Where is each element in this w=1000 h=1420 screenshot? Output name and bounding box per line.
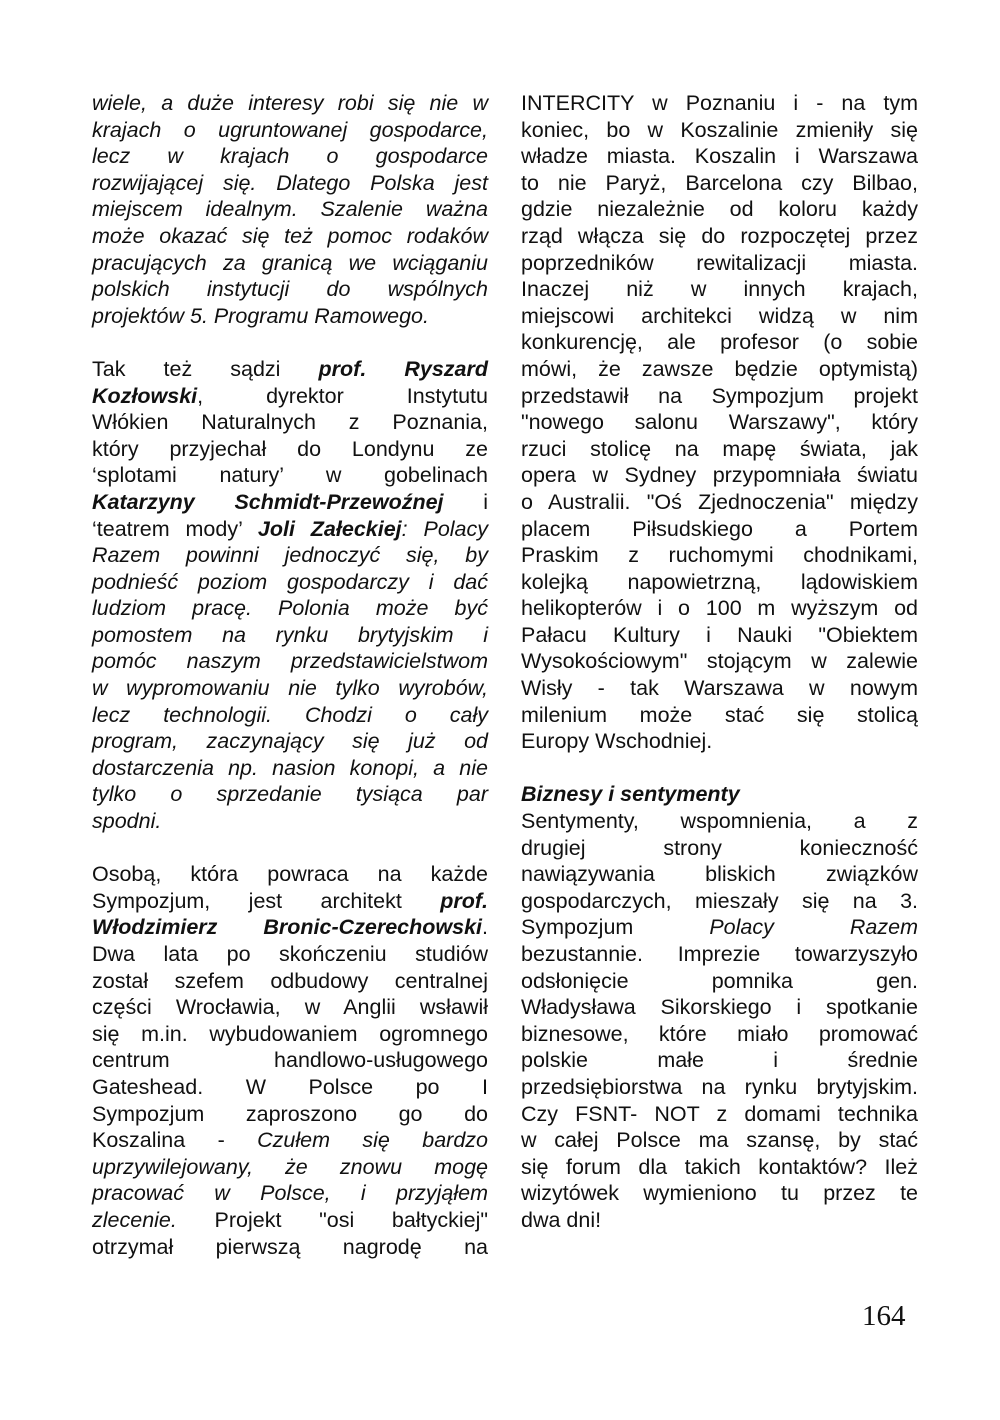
text-line <box>521 595 918 622</box>
text-line <box>521 1074 918 1101</box>
text-run: , dyrektor Instytutu <box>197 383 488 408</box>
text-run: Dwa lata po skończeniu studiów <box>92 942 488 966</box>
text-run: . <box>482 915 488 940</box>
text-run: drugiej strony konieczność <box>521 835 918 860</box>
italic-text: podnieść poziom gospodarczy i dać <box>92 569 488 594</box>
text-line <box>521 1101 918 1128</box>
text-line <box>521 861 918 888</box>
text-line <box>92 170 488 197</box>
text-run: wizytówek wymieniono tu przez te <box>521 1181 918 1206</box>
text-line <box>521 648 918 675</box>
text-line <box>92 383 488 410</box>
text-run: rząd włącza się do rozpoczętej przez <box>521 223 918 248</box>
text-line <box>521 888 918 915</box>
italic-text: : Polacy <box>401 516 489 541</box>
text-run: "nowego salonu Warszawy", który <box>521 410 918 435</box>
text-run: Pałacu Kultury i Nauki "Obiektem <box>521 622 918 647</box>
text-line <box>521 675 918 702</box>
emphasis-name: prof. <box>440 888 488 913</box>
text-run: który przyjechał do Londynu ze <box>92 436 488 461</box>
italic-text: pomostem na rynku brytyjskim i <box>92 622 488 647</box>
text-run: się m.in. wybudowaniem ogromnego <box>92 1021 488 1046</box>
text-run: Sympozjum <box>521 915 710 940</box>
text-run: rzuci stolicę na mapę świata, jak <box>521 436 918 461</box>
emphasis-name: Włodzimierz Bronic-Czerechowski <box>92 915 483 940</box>
text-run: o Australii. "Oś Zjednoczenia" między <box>521 489 918 514</box>
italic-text: Razem powinni jednoczyć się, by <box>92 543 488 568</box>
text-line <box>92 516 488 543</box>
text-run: Projekt "osi bałtyckiej" <box>176 1207 488 1232</box>
text-line <box>521 462 918 489</box>
text-run: Praskim z ruchomymi chodnikami, <box>521 543 918 568</box>
text-run: polskie małe i średnie <box>521 1048 918 1073</box>
text-line <box>92 1047 488 1074</box>
italic-text: wiele, a duże interesy robi się nie w <box>92 91 488 115</box>
text-run: Koszalina - <box>92 1128 258 1153</box>
text-line <box>92 1154 488 1181</box>
italic-text: miejscem idealnym. Szalenie ważna <box>92 197 488 222</box>
text-run: Sympozjum, jest architekt <box>92 888 441 913</box>
text-line <box>521 250 918 277</box>
text-line <box>521 516 918 543</box>
text-run: Sympozjum zaproszono go do <box>92 1101 488 1126</box>
text-run: odsłonięcie pomnika gen. <box>521 968 918 993</box>
text-run: części Wrocławia, w Anglii wsławił <box>92 995 488 1020</box>
text-line <box>521 835 918 862</box>
text-run: i <box>443 489 489 514</box>
text-run: Inaczej niż w innych krajach, <box>521 277 918 302</box>
text-line <box>92 1180 488 1207</box>
emphasis-name: Joli Załeckiej <box>257 516 402 541</box>
text-run: to nie Paryż, Barcelona czy Bilbao, <box>521 170 918 195</box>
italic-text: lecz technologii. Chodzi o cały <box>92 702 488 727</box>
italic-text: ludziom pracę. Polonia może być <box>92 596 488 621</box>
text-line <box>521 728 918 755</box>
text-run: władze miasta. Koszalin i Warszawa <box>521 144 918 169</box>
text-line <box>92 994 488 1021</box>
text-line <box>521 489 918 516</box>
text-run: konkurencję, ale profesor (o sobie <box>521 330 918 355</box>
italic-text: krajach o ugruntowanej gospodarce, <box>92 117 488 142</box>
text-line <box>92 196 488 223</box>
text-run: centrum handlowo-usługowego <box>92 1048 488 1073</box>
text-line <box>92 542 488 569</box>
italic-text: może okazać się też pomoc rodaków <box>92 223 488 248</box>
text-line <box>92 808 488 835</box>
text-run: INTERCITY w Poznaniu i - na tym <box>521 91 918 115</box>
text-line <box>521 1127 918 1154</box>
text-line <box>92 1234 488 1261</box>
emphasis-name: Kozłowski <box>92 383 198 408</box>
text-line <box>521 143 918 170</box>
text-run: ‘teatrem mody’ <box>92 516 258 541</box>
text-line <box>521 90 918 117</box>
text-line <box>92 1101 488 1128</box>
italic-text: tylko o sprzedanie tysiąca par <box>92 782 488 807</box>
text-line <box>92 250 488 277</box>
text-line <box>521 383 918 410</box>
text-run: w całej Polsce ma szansę, by stać <box>521 1128 918 1153</box>
text-run: milenium może stać się stolicą <box>521 702 918 727</box>
text-line <box>92 356 488 383</box>
paragraph <box>92 861 488 1260</box>
italic-text: uprzywilejowany, że znowu mogę <box>92 1154 488 1179</box>
text-line <box>92 595 488 622</box>
text-line <box>521 941 918 968</box>
text-run: ‘splotami natury’ w gobelinach <box>92 463 488 488</box>
text-run: nawiązywania bliskich związków <box>521 862 918 887</box>
text-line <box>92 569 488 596</box>
text-line <box>521 409 918 436</box>
text-run: opera w Sydney przypomniała światu <box>521 463 918 488</box>
text-run: przedsiębiorstwa na rynku brytyjskim. <box>521 1074 918 1099</box>
text-run: placem Piłsudskiego a Portem <box>521 516 918 541</box>
page-number: 164 <box>862 1300 906 1332</box>
italic-text: spodni. <box>92 809 162 834</box>
text-line <box>92 888 488 915</box>
paragraph <box>92 90 488 329</box>
text-run: Osobą, która powraca na każde <box>92 862 488 887</box>
text-line <box>521 1180 918 1207</box>
text-line <box>92 143 488 170</box>
text-line <box>92 276 488 303</box>
text-run: się forum dla takich kontaktów? Ileż <box>521 1154 918 1179</box>
text-line <box>92 702 488 729</box>
paragraph-spacer <box>92 835 488 862</box>
text-line <box>521 303 918 330</box>
text-column-right <box>521 90 918 1234</box>
text-line <box>521 994 918 1021</box>
text-line <box>92 728 488 755</box>
text-run: Włókien Naturalnych z Poznania, <box>92 410 488 435</box>
text-line <box>521 276 918 303</box>
text-line <box>521 170 918 197</box>
text-line <box>521 622 918 649</box>
italic-text: program, zaczynający się już od <box>92 729 488 754</box>
text-run: bezustannie. Imprezie towarzyszyło <box>521 942 918 966</box>
text-line <box>521 196 918 223</box>
text-line <box>92 436 488 463</box>
text-run: Wisły - tak Warszawa w nowym <box>521 676 918 701</box>
text-run: biznesowe, które miało promować <box>521 1021 918 1046</box>
text-line <box>92 755 488 782</box>
text-run: koniec, bo w Koszalinie zmieniły się <box>521 117 918 142</box>
text-line <box>92 90 488 117</box>
text-run: Władysława Sikorskiego i spotkanie <box>521 995 918 1020</box>
text-line <box>92 914 488 941</box>
text-line <box>92 117 488 144</box>
text-run: Europy Wschodniej. <box>521 729 713 754</box>
text-run: poprzedników rewitalizacji miasta. <box>521 250 918 275</box>
paragraph-spacer <box>92 329 488 356</box>
text-run: Wysokościowym" stojącym w zalewie <box>521 649 918 674</box>
italic-text: zlecenie. <box>92 1207 177 1232</box>
text-line <box>521 1207 918 1234</box>
text-run: dwa dni! <box>521 1207 602 1232</box>
italic-text: pomóc naszym przedstawicielstwom <box>92 649 488 674</box>
text-line <box>92 648 488 675</box>
text-line <box>92 1127 488 1154</box>
text-line <box>521 808 918 835</box>
italic-text: rozwijającej się. Dlatego Polska jest <box>92 170 488 195</box>
text-line <box>92 861 488 888</box>
section-heading: Biznesy i sentymenty <box>521 782 740 807</box>
text-line <box>92 968 488 995</box>
text-line <box>92 1074 488 1101</box>
italic-text: projektów 5. Programu Ramowego. <box>92 303 429 328</box>
paragraph <box>521 781 918 1233</box>
text-line <box>521 436 918 463</box>
paragraph <box>92 356 488 835</box>
text-run: został szefem odbudowy centralnej <box>92 968 488 993</box>
text-line <box>521 356 918 383</box>
text-line <box>92 1207 488 1234</box>
text-line <box>92 409 488 436</box>
text-line <box>92 781 488 808</box>
text-line <box>92 223 488 250</box>
text-line <box>92 675 488 702</box>
emphasis-name: Katarzyny Schmidt-Przewoźnej <box>92 489 444 514</box>
text-run: Gateshead. W Polsce po I <box>92 1074 488 1099</box>
emphasis-name: prof. Ryszard <box>318 356 489 381</box>
text-line <box>92 622 488 649</box>
italic-text: Polacy Razem <box>709 915 918 940</box>
text-line <box>521 1047 918 1074</box>
text-run: Tak też sądzi <box>92 356 319 381</box>
text-run: kolejką napowietrzną, lądowiskiem <box>521 569 918 594</box>
italic-text: lecz w krajach o gospodarce <box>92 144 488 169</box>
italic-text: pracować w Polsce, i przyjąłem <box>92 1181 488 1206</box>
italic-text: w wypromowaniu nie tylko wyrobów, <box>92 676 488 701</box>
text-column-left <box>92 90 488 1260</box>
text-run: miejscowi architekci widzą w nim <box>521 303 918 328</box>
text-line <box>92 462 488 489</box>
text-line <box>521 914 918 941</box>
text-line <box>521 329 918 356</box>
text-line <box>521 1021 918 1048</box>
paragraph <box>521 90 918 755</box>
text-line <box>521 702 918 729</box>
text-line <box>92 1021 488 1048</box>
italic-text: pracujących za granicą we wciąganiu <box>92 250 488 275</box>
text-line <box>92 303 488 330</box>
text-line <box>521 223 918 250</box>
text-line <box>521 542 918 569</box>
text-run: gospodarczych, mieszały się na 3. <box>521 888 918 913</box>
text-run: przedstawił na Sympozjum projekt <box>521 383 918 408</box>
italic-text: dostarczenia np. nasion konopi, a nie <box>92 755 488 780</box>
text-line <box>521 569 918 596</box>
text-line <box>521 1154 918 1181</box>
text-run: Czy FSNT- NOT z domami technika <box>521 1101 918 1126</box>
text-run: otrzymał pierwszą nagrodę na <box>92 1234 488 1259</box>
text-run: mówi, że zawsze będzie optymistą) <box>521 356 918 381</box>
italic-text: polskich instytucji do wspólnych <box>92 277 488 302</box>
text-line <box>521 968 918 995</box>
text-run: helikopterów i o 100 m wyższym od <box>521 596 918 621</box>
text-line <box>521 117 918 144</box>
text-line <box>92 941 488 968</box>
text-run: gdzie niezależnie od koloru każdy <box>521 197 918 222</box>
paragraph-spacer <box>521 755 918 782</box>
text-line <box>92 489 488 516</box>
italic-text: Czułem się bardzo <box>257 1128 488 1153</box>
text-run: Sentymenty, wspomnienia, a z <box>521 809 918 834</box>
